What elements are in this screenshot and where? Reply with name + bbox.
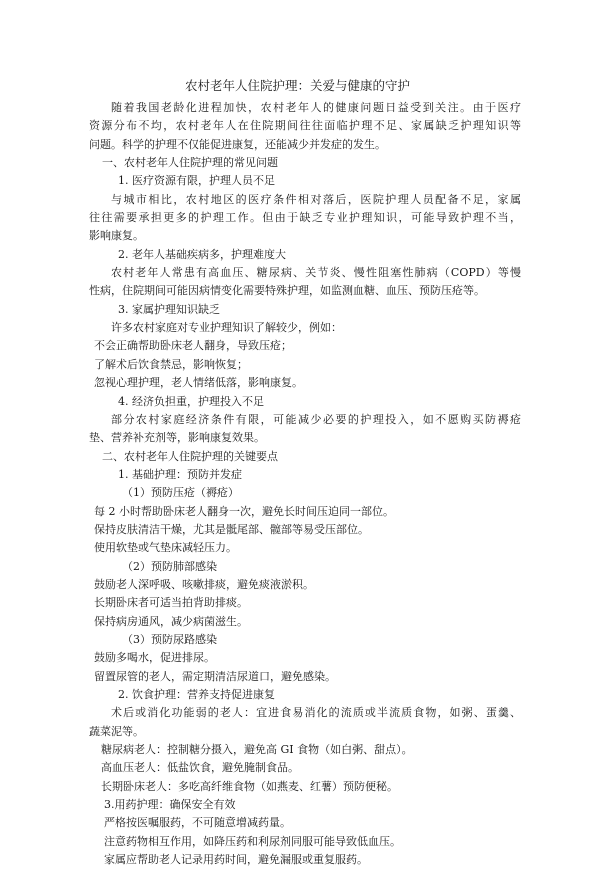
list-line: 家属应帮助老人记录用药时间，避免漏服或重复服药。 xyxy=(104,853,368,867)
list-line: 注意药物相互作用，如降压药和利尿剂同服可能导致低血压。 xyxy=(104,834,401,848)
paragraph-line: 垫、营养补充剂等，影响康复效果。 xyxy=(89,431,265,445)
list-line: 高血压老人：低盐饮食，避免腌制食品。 xyxy=(101,761,299,775)
document-title: 农村老年人住院护理：关爱与健康的守护 xyxy=(184,78,410,93)
list-line: 使用软垫或气垫床减轻压力。 xyxy=(94,541,237,555)
list-line: 忽视心理护理，老人情绪低落，影响康复。 xyxy=(94,376,303,390)
list-line: 留置尿管的老人，需定期清洁尿道口，避免感染。 xyxy=(94,669,336,683)
item-heading: 2. 老年人基础疾病多，护理难度大 xyxy=(118,247,286,261)
list-line: 保持病房通风，减少病菌滋生。 xyxy=(94,614,248,628)
item-heading: 1. 医疗资源有限，护理人员不足 xyxy=(118,174,275,188)
list-line: 每 2 小时帮助卧床老人翻身一次，避免长时间压迫同一部位。 xyxy=(94,504,394,518)
item-heading: 2. 饮食护理：营养支持促进康复 xyxy=(118,688,275,701)
item-heading: 3. 家属护理知识缺乏 xyxy=(118,302,220,316)
intro-line: 随着我国老龄化进程加快，农村老年人的健康问题日益受到关注。由于医疗 xyxy=(111,101,521,114)
intro-line: 资源分布不均，农村老年人在住院期间往往面临护理不足、家属缺乏护理知识等 xyxy=(89,119,521,133)
paragraph-line: 性病，住院期间可能因病情变化需要特殊护理，如监测血糖、血压、预防压疮等。 xyxy=(89,284,485,298)
list-line: 了解术后饮食禁忌，影响恢复； xyxy=(94,357,248,371)
paragraph-line: 与城市相比，农村地区的医疗条件相对落后，医院护理人员配备不足，家属 xyxy=(111,192,521,206)
paragraph-line: 影响康复。 xyxy=(89,229,144,243)
sub-heading: （2）预防肺部感染 xyxy=(122,559,217,573)
item-heading: 3.用药护理：确保安全有效 xyxy=(104,798,236,812)
intro-line: 问题。科学的护理不仅能促进康复，还能减少并发症的发生。 xyxy=(89,137,386,151)
paragraph-line: 往往需要承担更多的护理工作。但由于缺乏专业护理知识，可能导致护理不当， xyxy=(89,211,521,225)
paragraph-line: 部分农村家庭经济条件有限，可能减少必要的护理投入，如不愿购买防褥疮 xyxy=(111,412,521,426)
paragraph-line: 术后或消化功能弱的老人：宜进食易消化的流质或半流质食物，如粥、蛋羹、 xyxy=(111,706,521,720)
list-line: 糖尿病老人：控制糖分摄入，避免高 GI 食物（如白粥、甜点）。 xyxy=(101,743,413,757)
list-line: 不会正确帮助卧床老人翻身，导致压疮； xyxy=(94,339,292,353)
paragraph-line: 许多农村家庭对专业护理知识了解较少，例如： xyxy=(111,321,342,335)
paragraph-line: 蔬菜泥等。 xyxy=(89,724,144,738)
item-heading: 1. 基础护理：预防并发症 xyxy=(118,467,242,481)
list-line: 长期卧床老人：多吃高纤维食物（如燕麦、红薯）预防便秘。 xyxy=(101,779,398,793)
section-heading: 一、农村老年人住院护理的常见问题 xyxy=(102,156,278,170)
list-line: 保持皮肤清洁干燥，尤其是骶尾部、髋部等易受压部位。 xyxy=(94,522,369,536)
item-heading: 4. 经济负担重，护理投入不足 xyxy=(118,394,264,408)
list-line: 长期卧床者可适当拍背助排痰。 xyxy=(94,596,248,610)
sub-heading: （1）预防压疮（褥疮） xyxy=(122,486,239,500)
list-line: 鼓励多喝水，促进排尿。 xyxy=(94,651,215,665)
sub-heading: （3）预防尿路感染 xyxy=(122,632,217,646)
document-body xyxy=(89,99,521,869)
list-line: 鼓励老人深呼吸、咳嗽排痰，避免痰液淤积。 xyxy=(94,577,314,591)
paragraph-line: 农村老年人常患有高血压、糖尿病、关节炎、慢性阻塞性肺病（COPD）等慢 xyxy=(111,266,521,280)
section-heading: 二、农村老年人住院护理的关键要点 xyxy=(102,449,278,463)
list-line: 严格按医嘱服药，不可随意增减药量。 xyxy=(104,816,291,830)
